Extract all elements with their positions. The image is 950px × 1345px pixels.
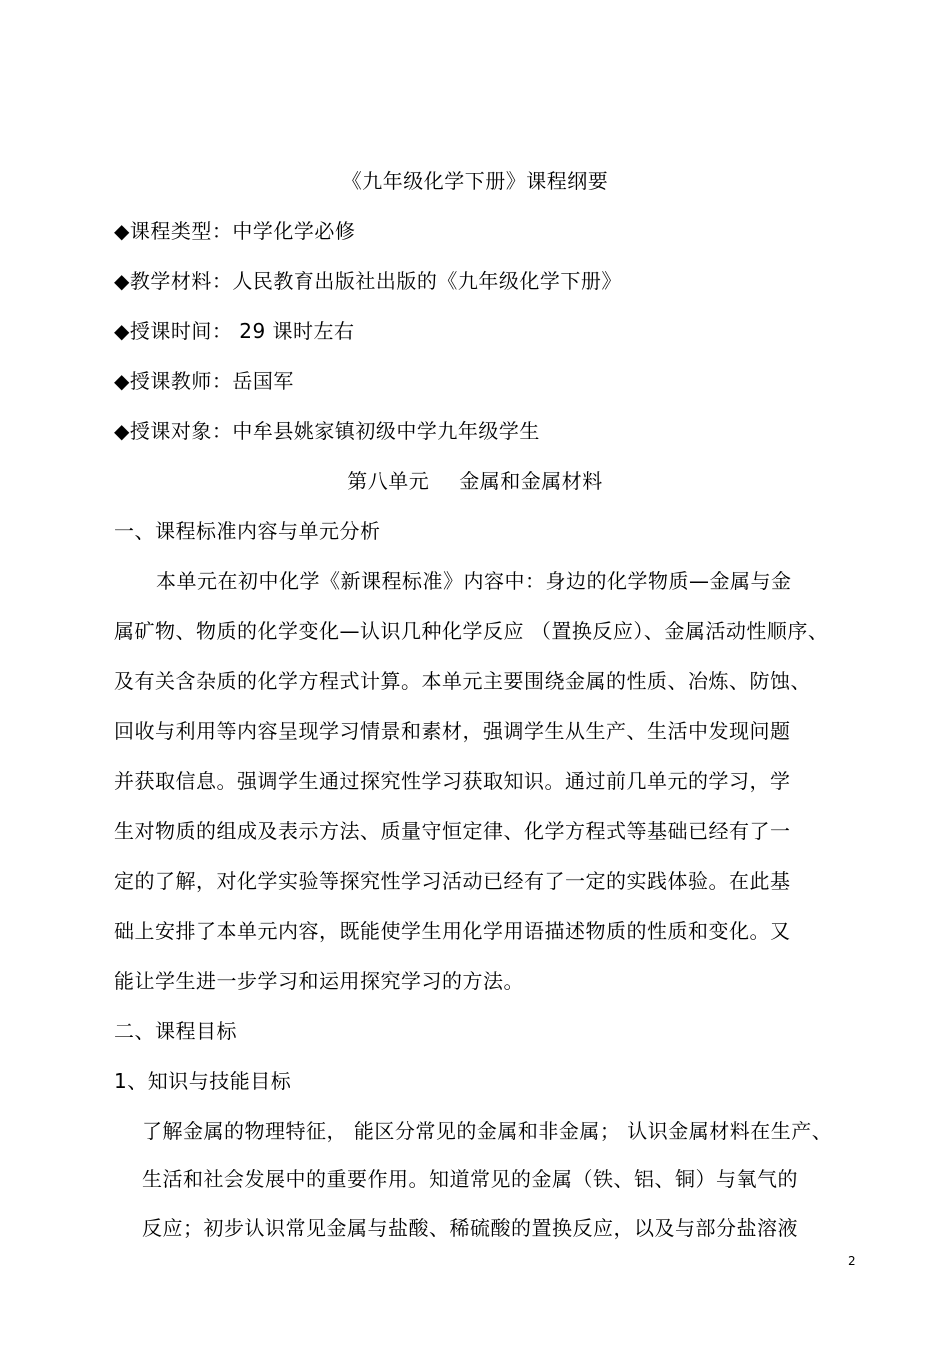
section2-paragraph-line: 了解金属的物理特征， 能区分常见的金属和非金属； 认识金属材料在生产、 xyxy=(142,1119,833,1143)
info-teaching-time: ◆授课时间： 29 课时左右 xyxy=(114,319,355,343)
info-students: ◆授课对象：中牟县姚家镇初级中学九年级学生 xyxy=(114,419,540,443)
section1-heading: 一、课程标准内容与单元分析 xyxy=(114,519,381,543)
unit-title xyxy=(0,468,950,494)
section2-subheading: 1、知识与技能目标 xyxy=(114,1069,292,1093)
section1-paragraph-line: 本单元在初中化学《新课程标准》内容中：身边的化学物质—金属与金 xyxy=(156,569,792,593)
unit-number: 第八单元 xyxy=(347,469,430,493)
section1-paragraph-line: 及有关含杂质的化学方程式计算。本单元主要围绕金属的性质、冶炼、防蚀、 xyxy=(114,669,811,693)
section1-paragraph-line: 属矿物、物质的化学变化—认识几种化学反应 （置换反应）、金属活动性顺序、 xyxy=(114,619,829,643)
page-number: 2 xyxy=(848,1254,856,1268)
section1-paragraph-line: 定的了解，对化学实验等探究性学习活动已经有了一定的实践体验。在此基 xyxy=(114,869,791,893)
info-teacher: ◆授课教师：岳国军 xyxy=(114,369,294,393)
section1-paragraph-line: 生对物质的组成及表示方法、质量守恒定律、化学方程式等基础已经有了一 xyxy=(114,819,791,843)
section2-paragraph-line: 反应；初步认识常见金属与盐酸、稀硫酸的置换反应，以及与部分盐溶液 xyxy=(142,1216,798,1240)
section2-paragraph-line: 生活和社会发展中的重要作用。知道常见的金属（铁、铝、铜）与氧气的 xyxy=(142,1167,798,1191)
section2-heading: 二、课程目标 xyxy=(114,1019,237,1043)
info-course-type: ◆课程类型：中学化学必修 xyxy=(114,219,356,243)
unit-name: 金属和金属材料 xyxy=(459,469,603,493)
info-teaching-material: ◆教学材料：人民教育出版社出版的《九年级化学下册》 xyxy=(114,269,622,293)
section1-paragraph-line: 础上安排了本单元内容，既能使学生用化学用语描述物质的性质和变化。又 xyxy=(114,919,791,943)
section1-paragraph-line: 能让学生进一步学习和运用探究学习的方法。 xyxy=(114,969,524,993)
section1-paragraph-line: 并获取信息。强调学生通过探究性学习获取知识。通过前几单元的学习，学 xyxy=(114,769,791,793)
section1-paragraph-line: 回收与利用等内容呈现学习情景和素材，强调学生从生产、生活中发现问题 xyxy=(114,719,791,743)
document-title: 《九年级化学下册》课程纲要 xyxy=(341,169,609,193)
